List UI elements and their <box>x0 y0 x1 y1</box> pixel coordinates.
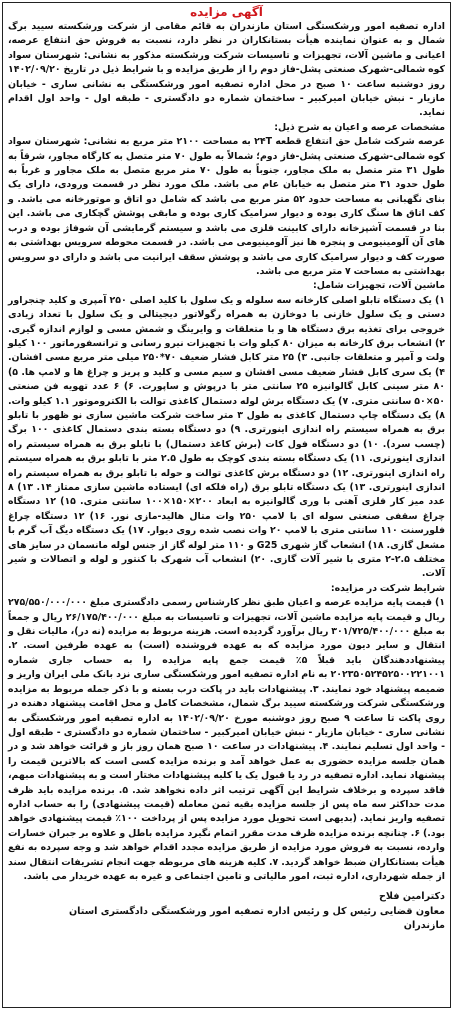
signature-block <box>8 890 445 934</box>
conditions-paragraph: ۱) قیمت پایه مزایده عرصه و اعیان طبق نظر کارشناس رسمی دادگستری مبلغ ۲۷۵/۵۵۰/۰۰۰/۰۰۰ ریال و قیمت پایه مزایده ماشین آلات، تجهیزات و تاسیسات به مبلغ ۲۶/۱۷۵/۴۰۰/۰۰۰ ریال و جمعاً به مبلغ ۳۰۱/۷۲۵/۴۰۰/۰۰۰ ریال برآورد گردیده است. هزینه مربوط به مزایده (نه در)، مالیات نقل و انتقال و سایر دیون مورد مزایده که به عهده فروشنده (است) به عهده طرفین است. ۲. پیشنهاددهندگان باید قبلاً ۵٪ قیمت جمع پایه مزایده را به حساب جاری شماره ۲۰۲۳۵۰۵۲۴۵۲۵۰۰۲۲۱۰۰۱ به نام اداره تصفیه امور ورشکستگی ساری نزد بانک ملی ایران واریز و ضمیمه پیشنهاد خود نمایند. ۳. پیشنهادات باید در پاکت درب بسته و با ذکر جمله مربوط به مزایده ورشکستگی شرکت ورشکسته سیید برگ شمال، مشخصات کامل و محل اقامت پیشنهاد دهنده در روی پاکت تا ساعت ۹ صبح روز دوشنبه مورخ ۱۴۰۲/۰۹/۲۰ به اداره تصفیه امور ورشکستگی به نشانی ساری - خیابان مازیار - نبش خیابان امیرکبیر - ساختمان شماره دو دادگستری - طبقه اول - واحد اول تسلیم نمایند. ۴. پیشنهادات در ساعت ۱۰ صبح همان روز باز و قرائت خواهد شد و در همان جلسه مزایده حضوری به عمل خواهد آمد و برنده مزایده کسی است که بالاترین قیمت را پیشنهاد نماید. اداره تصفیه در رد یا قبول یک یا کلیه پیشنهادات مختار است و به پیشنهادات مبهم، فاقد سپرده و برخلاف شرایط این آگهی ترتیب اثر داده نخواهد شد. ۵. برنده مزایده باید ظرف مدت حداکثر سه ماه پس از جلسه مزایده بقیه ثمن معامله (قیمت پیشنهادی) را به حساب اداره تصفیه واریز نماید. (بدیهی است تحویل مورد مزایده پس از پرداخت ۱۰۰٪ قیمت پیشنهادی خواهد بود.) ۶. چنانچه برنده مزایده ظرف مدت مقرر اتمام نگیرد مزایده باطل و علاوه بر جبران خسارات وارده، نسبت به فروش مورد مزایده از طریق مزایده مجدد اقدام خواهد شد و وجه سپرده به نفع هیأت بستانکاران ضبط خواهد گردید. ۷. کلیه هزینه های مربوطه جهت انجام تشریفات انتقال سند از جمله شهرداری، اداره ثبت، امور مالیاتی و تامین اجتماعی و غیره به عهده خریدار می باشد. <box>8 597 446 882</box>
section-heading-land: مشخصات عرصه و اعیان به شرح ذیل: <box>274 121 445 133</box>
intro-paragraph: اداره تصفیه امور ورشکستگی استان مازندران به قائم مقامی از شرکت ورشکسته سیید برگ شمال و به عنوان نماینده هیأت بستانکاران در نظر دارد، نسبت به فروش حق انتفاع عرصه، اعیانی و ماشین آلات، تجهیزات و تاسیسات شرکت ورشکسته مذکور به نشانی: شهرستان سواد کوه شمالی-شهرک صنعتی پشل-فاز دوم را از طریق مزایده و با شرایط ذیل در تاریخ ۱۴۰۲/۰۹/۲۰ روز دوشنبه ساعت ۱۰ صبح در محل اداره تصفیه امور ورشکستگی به نشانی ساری - خیابان مازیار - نبش خیابان امیرکبیر - ساختمان شماره دو دادگستری - طبقه اول - واحد اول اقدام نماید. <box>8 21 445 119</box>
machinery-list-paragraph: ۱) یک دستگاه تابلو اصلی کارخانه سه سلوله و یک سلول با کلید اصلی ۲۵۰ آمپری و کلید چنجراور دستی و یک سلول خازنی با دوخازن به همراه رگولاتور دیجیتالی و یک سلول با تعداد زیادی خروجی برای تغذیه برق دستگاه ها و با متعلقات و وایرینگ و شمش مسی و لوازم اندازه گیری. ۲) انشعاب برق کارخانه به میزان ۸۰ کیلو وات با تجهیزات نیرو رسانی و ترانسفورماتور ۱۰۰ کیلو ولت و آمپر و متعلقات جانبی. ۳) ۲۵ متر کابل فشار ضعیف ۷۰*۲۵۰ میلی متر مربع مسی افشان. ۴) یک سری کابل فشار ضعیف مسی افشان و سیم مسی و کلید و پریز و چراغ ها و لامپ ها. ۵) ۸۰ متر سینی کابل گالوانیزه ۲۵ سانتی متر با درپوش و ساپورت. ۶) ۶ عدد تهویه فن صنعتی ۵۰×۵۰ سانتی متری. ۷) یک دستگاه برش لوله دستمال کاغذی توالت با الکتروموتور ۱.۱ کیلو وات. ۸) یک دستگاه چاپ دستمال کاغذی به طول ۳ متر ساخت شرکت ماشین سازی نو ظهور با تابلو برق به همراه سیستم راه اندازی اینورتری. ۹) دو دستگاه بسته بندی دستمال کاغذی ۱۰۰ برگ (چسب سرد). ۱۰) دو دستگاه فول کات (برش کاغذ دستمال) با تابلو برق به همراه سیستم راه اندازی اینورتری. ۱۱) یک دستگاه بسته بندی کوچک به طول ۲.۵ متر با تابلو برق به همراه سیستم راه اندازی اینورتری. ۱۲) دو دستگاه برش کاغذی توالت و حوله با تابلو برق به همراه سیستم راه اندازی اینورتری. ۱۳) یک دستگاه تابلو برق (راه فلکه ای) ایستاده ماشین سازی ممتاز ۱۴. ۱۳) ۸ عدد میز کار فلزی آهنی با وری گالوانیزه به ابعاد ۲۰۰×۱۵۰×۱۰۰ سانتی متری. ۱۵) ۱۲ دستگاه چراغ سقفی صنعتی سوله ای با لامپ ۲۵۰ وات متال هالید-مازی نور. ۱۶) ۱۲ دستگاه چراغ فلورسنت ۱۱۰ سانتی متری با لامپ ۲۰ وات نصب شده روی دیوار. ۱۷) یک دستگاه دیگ آب گرم با مشعل گازی. ۱۸) انشعاب گاز شهری G25 و ۱۱۰ متر لوله گاز از جنس لوله مانسمان در سایز های مختلف ۲.۵-۲ متری با شیر آلات گازی. ۲۰) انشعاب آب شهرک با کنتور و لوله و اتصالات و شیر آلات. <box>8 294 446 580</box>
land-description-paragraph: عرصه شرکت شامل حق انتفاع قطعه ۲۴T به مساحت ۲۱۰۰ متر مربع به نشانی: شهرستان سواد کوه شمالی-شهرک صنعتی پشل-فاز دوم؛ شمالاً به طول ۷۰ متر متصل به کارگاه مجاور، شرقاً به طول ۳۱ متر متصل به ملک مجاور، جنوباً به طول ۷۰ متر مربع متصل به ملک مجاور و غرباً به طول حدود ۳۱ متر متصل به خیابان عام می باشد. ملک مورد نظر در قسمت ورودی، دارای یک بنای نگهبانی به مساحت حدود ۵۲ متر مربع می باشد که شامل دو اتاق و موتورخانه می باشد. و کف اتاق ها سنگ کاری بوده و دیوار سرامیک کاری بوده و مابقی پوشش گچکاری می باشد. این بنا در قسمت آشپزخانه دارای کابینت فلزی می باشد و سیستم گرمایشی آن شوفاژ بوده و درب های آن آلومینیومی و پنجره ها نیز آلومینیومی می باشد. در قسمت محوطه سرویس بهداشتی به صورت کف و دیوار سرامیک کاری می باشد و پوشش سقف ایرانیت می باشد و دارای دو سرویس بهداشتی به مساحت ۷ متر مربع می باشد. <box>8 136 446 277</box>
signatory-name: دکترامین فلاح <box>379 891 445 903</box>
signatory-title: معاون قضایی رئیس کل و رئیس اداره تصفیه امور ورشکستگی دادگستری استان <box>68 905 445 917</box>
signatory-province: مازندران <box>403 920 445 932</box>
notice-frame <box>2 2 451 1008</box>
notice-title: آگهی مزایده <box>190 5 263 19</box>
section-heading-machinery: ماشین آلات، تجهیزات شامل: <box>313 280 445 292</box>
section-heading-conditions: شرایط شرکت در مزایده: <box>330 582 445 594</box>
